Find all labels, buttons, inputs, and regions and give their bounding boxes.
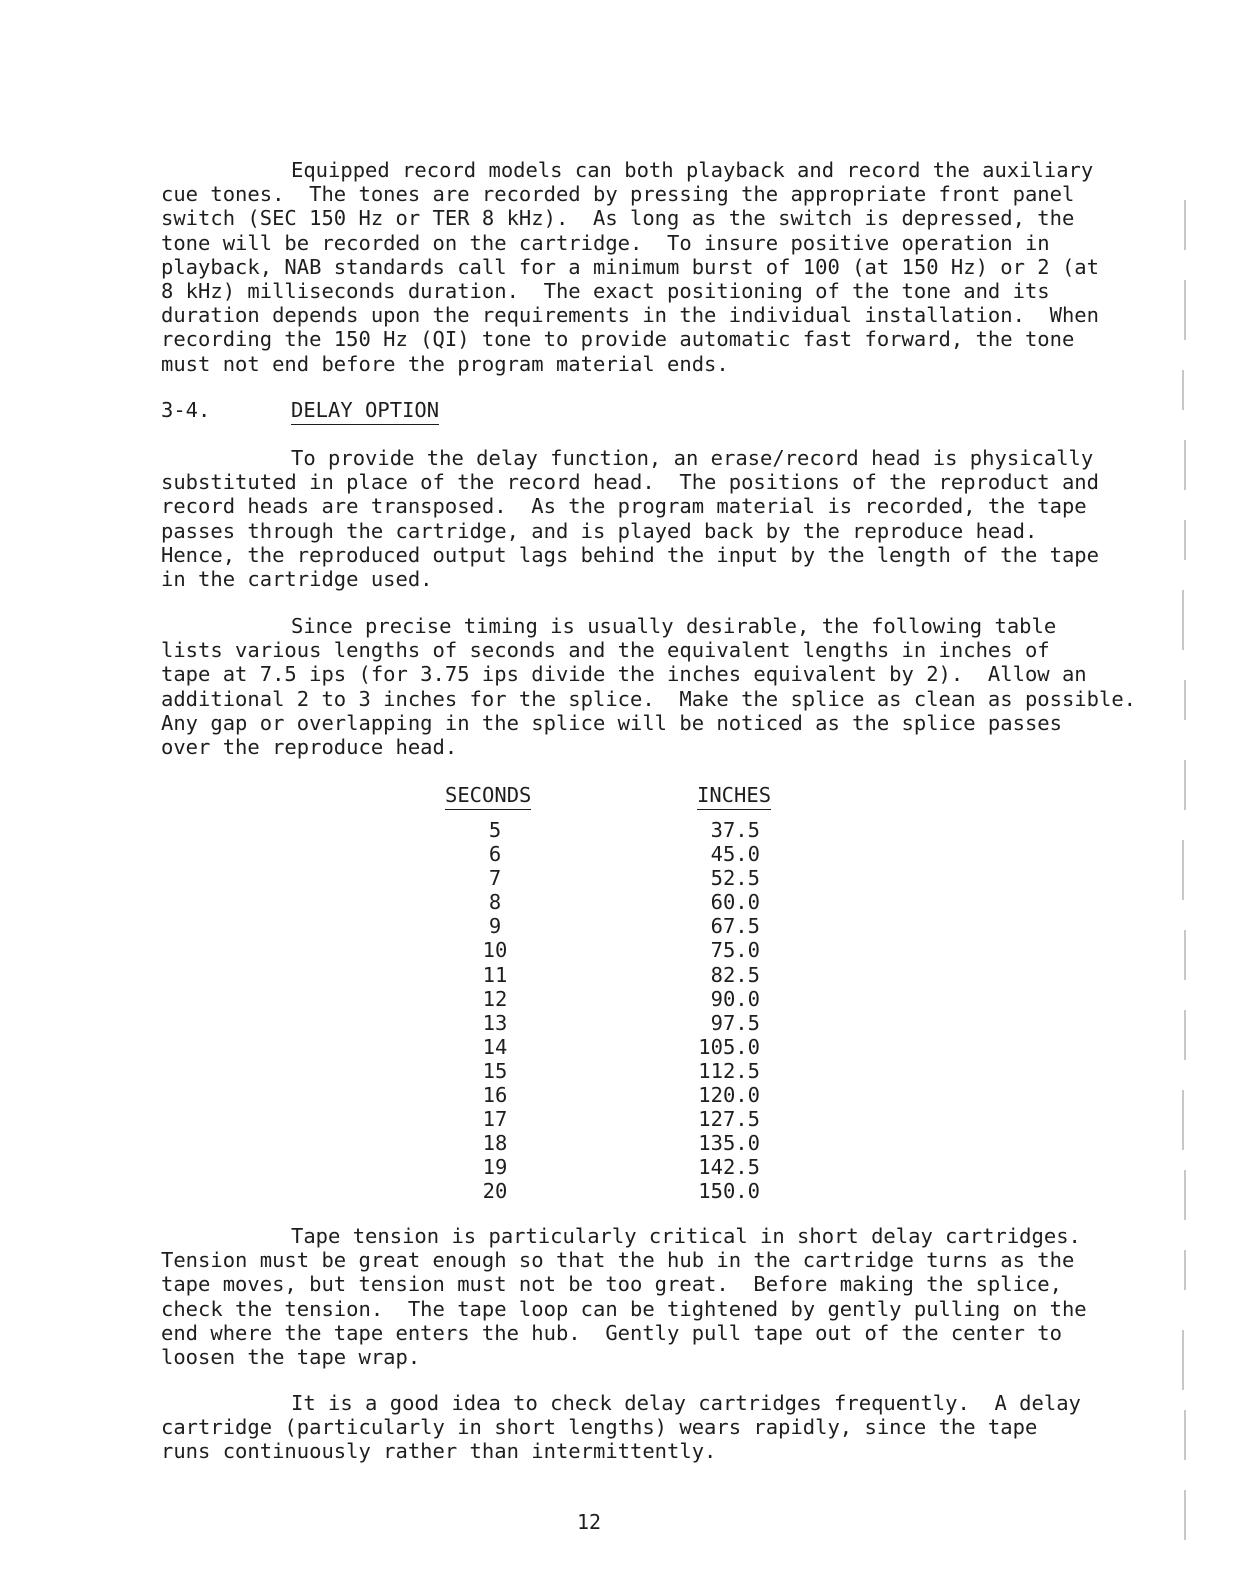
text-line: check the tension. The tape loop can be tightened by gently pulling on the [161, 1296, 1087, 1321]
table-cell-seconds: 13 [482, 1010, 508, 1035]
table-cell-seconds: 10 [482, 938, 508, 963]
table-cell-inches: 67.5 [710, 914, 760, 939]
text-line: Any gap or overlapping in the splice will be noticed as the splice passes [161, 710, 1062, 735]
text-line: 8 kHz) milliseconds duration. The exact positioning of the tone and its [161, 279, 1050, 304]
table-cell-seconds: 15 [482, 1058, 508, 1083]
table-cell-seconds: 11 [482, 962, 508, 987]
table-cell-seconds: 9 [488, 914, 502, 939]
text-line: Tension must be great enough so that the hub in the cartridge turns as the [161, 1248, 1075, 1273]
text-line: in the cartridge used. [161, 567, 433, 592]
table-header-seconds: SECONDS [445, 783, 531, 810]
text-line: loosen the tape wrap. [161, 1345, 421, 1370]
text-line: duration depends upon the requirements in the individual installation. When [161, 303, 1099, 328]
table-cell-seconds: 8 [488, 890, 502, 915]
table-cell-inches: 37.5 [710, 818, 760, 842]
text-line: record heads are transposed. As the program material is recorded, the tape [161, 494, 1087, 519]
table-cell-inches: 112.5 [698, 1058, 760, 1083]
text-line: Since precise timing is usually desirable, the following table [291, 614, 1057, 638]
paragraph-delay-function [161, 446, 1121, 591]
text-line: must not end before the program material ends. [161, 351, 729, 376]
text-line: lists various lengths of seconds and the equivalent lengths in inches of [161, 638, 1050, 663]
paragraph-check-cartridges [161, 1391, 1121, 1464]
table-cell-inches: 142.5 [698, 1155, 760, 1180]
seconds-column [430, 818, 560, 1204]
text-line: playback, NAB standards call for a minimum burst of 100 (at 150 Hz) or 2 (at [161, 254, 1099, 279]
table-cell-seconds: 5 [488, 818, 502, 842]
table-cell-inches: 127.5 [698, 1107, 760, 1132]
text-line: Equipped record models can both playback and record the auxiliary [291, 158, 1094, 182]
table-cell-seconds: 19 [482, 1155, 508, 1180]
text-line: passes through the cartridge, and is played back by the reproduce head. [161, 518, 1038, 543]
table-cell-seconds: 14 [482, 1034, 508, 1059]
table-cell-inches: 120.0 [698, 1083, 760, 1108]
text-line: over the reproduce head. [161, 735, 458, 760]
section-title: DELAY OPTION [291, 398, 439, 425]
paragraph-cue-tones [161, 158, 1121, 376]
page-number: 12 [577, 1510, 602, 1534]
text-line: switch (SEC 150 Hz or TER 8 kHz). As long as the switch is depressed, the [161, 206, 1075, 231]
table-header-inches: INCHES [697, 783, 771, 810]
table-cell-seconds: 20 [482, 1179, 508, 1204]
table-cell-seconds: 16 [482, 1083, 508, 1108]
text-line: tone will be recorded on the cartridge. To insure positive operation in [161, 230, 1050, 255]
table-cell-inches: 82.5 [710, 962, 760, 987]
text-line: It is a good idea to check delay cartridges frequently. A delay [291, 1391, 1081, 1415]
text-line: recording the 150 Hz (QI) tone to provide automatic fast forward, the tone [161, 327, 1075, 352]
table-cell-seconds: 7 [488, 866, 502, 891]
table-cell-seconds: 17 [482, 1107, 508, 1132]
paragraph-timing [161, 614, 1137, 760]
section-number: 3-4. [161, 398, 211, 422]
table-cell-seconds: 6 [488, 842, 502, 867]
binding-edge-marks [1180, 190, 1200, 1550]
text-line: Hence, the reproduced output lags behind the input by the length of the tape [161, 542, 1099, 567]
table-cell-inches: 135.0 [698, 1131, 760, 1156]
text-line: cue tones. The tones are recorded by pressing the appropriate front panel [161, 182, 1075, 207]
text-line: substituted in place of the record head. The positions of the reproduct and [161, 470, 1099, 495]
table-cell-inches: 105.0 [698, 1034, 760, 1059]
table-cell-inches: 45.0 [710, 842, 760, 867]
text-line: cartridge (particularly in short lengths) wears rapidly, since the tape [161, 1415, 1038, 1440]
text-line: end where the tape enters the hub. Gently pull tape out of the center to [161, 1320, 1062, 1345]
table-cell-inches: 150.0 [698, 1179, 760, 1204]
table-cell-inches: 97.5 [710, 1010, 760, 1035]
text-line: additional 2 to 3 inches for the splice. Make the splice as clean as possible. [161, 686, 1137, 711]
text-line: To provide the delay function, an erase/record head is physically [291, 446, 1094, 470]
paragraph-tape-tension [161, 1224, 1121, 1369]
text-line: Tape tension is particularly critical in short delay cartridges. [291, 1224, 1081, 1248]
table-cell-inches: 52.5 [710, 866, 760, 891]
table-cell-seconds: 18 [482, 1131, 508, 1156]
table-cell-inches: 75.0 [710, 938, 760, 963]
table-cell-inches: 90.0 [710, 986, 760, 1011]
inches-column [680, 818, 760, 1204]
text-line: tape at 7.5 ips (for 3.75 ips divide the inches equivalent by 2). Allow an [161, 662, 1087, 687]
text-line: runs continuously rather than intermittently. [161, 1439, 717, 1464]
table-cell-inches: 60.0 [710, 890, 760, 915]
table-cell-seconds: 12 [482, 986, 508, 1011]
text-line: tape moves, but tension must not be too great. Before making the splice, [161, 1272, 1062, 1297]
